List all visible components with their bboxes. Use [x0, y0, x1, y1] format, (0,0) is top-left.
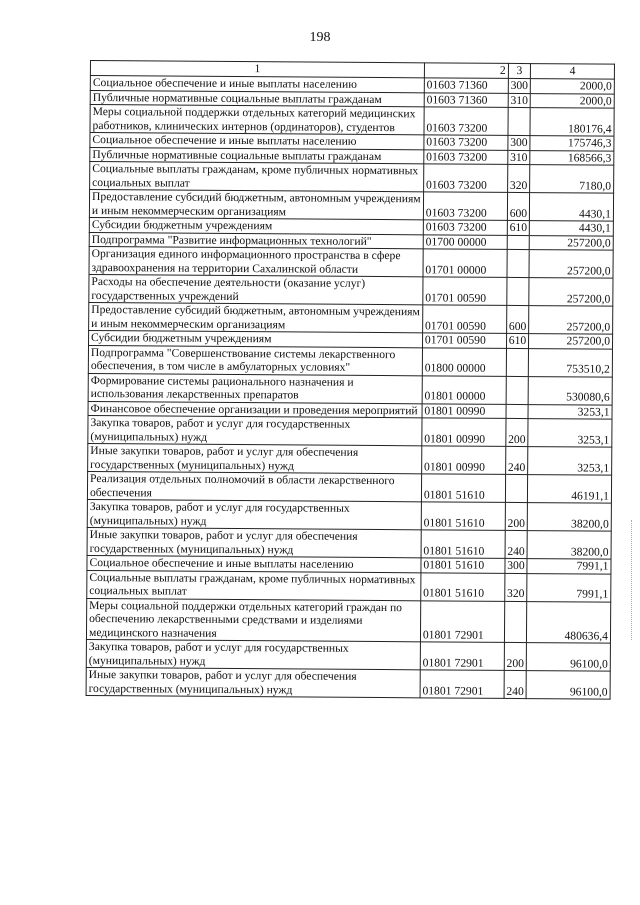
- row-expense-type-cell: [506, 348, 529, 376]
- row-name-cell: Иные закупки товаров, работ и услуг для обеспечения государственных (муниципальных) нужд: [86, 667, 420, 697]
- row-name-cell: Иные закупки товаров, работ и услуг для обеспечения государственных (муниципальных) нужд: [88, 443, 422, 473]
- row-amount-cell: 530080,6: [528, 376, 612, 405]
- row-code-cell: 01701 00000: [423, 249, 507, 278]
- row-code-cell: 01801 00990: [422, 403, 506, 418]
- row-amount-cell: 257200,0: [529, 250, 613, 279]
- row-name-cell: Предоставление субсидий бюджетным, автономным учреждениям и иным некоммерческим организациям: [89, 190, 423, 220]
- row-amount-cell: 3253,1: [528, 419, 612, 448]
- row-expense-type-cell: [507, 277, 530, 305]
- row-name-cell: Финансовое обеспечение организации и проведения мероприятий: [88, 401, 422, 418]
- row-amount-cell: 180176,4: [530, 108, 614, 137]
- row-code-cell: 01603 73200: [423, 220, 507, 235]
- table-row: [88, 373, 612, 405]
- row-expense-type-cell: [506, 376, 529, 404]
- row-amount-cell: 3253,1: [528, 447, 612, 476]
- row-amount-cell: 96100,0: [526, 643, 610, 672]
- row-code-cell: 01801 72901: [420, 670, 504, 699]
- row-code-cell: 01801 00990: [422, 418, 506, 447]
- row-code-cell: 01603 73200: [424, 135, 508, 150]
- row-code-cell: 01801 00990: [421, 446, 505, 475]
- row-name-cell: Формирование системы рационального назначения и использования лекарственных препаратов: [88, 373, 422, 403]
- table-row: [87, 570, 611, 602]
- row-expense-type-cell: [506, 404, 528, 419]
- header-col-4: 4: [531, 64, 615, 80]
- row-expense-type-cell: 310: [508, 150, 530, 165]
- row-amount-cell: 480636,4: [527, 601, 611, 643]
- row-name-cell: Социальные выплаты гражданам, кроме публичных нормативных социальных выплат: [87, 570, 421, 600]
- row-expense-type-cell: [507, 235, 529, 250]
- row-name-cell: Социальное обеспечение и иные выплаты населению: [90, 76, 424, 93]
- row-amount-cell: 4430,1: [529, 221, 613, 236]
- row-name-cell: Социальные выплаты гражданам, кроме публичных нормативных социальных выплат: [90, 162, 424, 192]
- row-expense-type-cell: 600: [507, 192, 530, 220]
- table-row: [88, 415, 612, 447]
- scan-margin-mark: [630, 520, 632, 640]
- table-row: [86, 598, 610, 643]
- row-amount-cell: 2000,0: [530, 93, 614, 108]
- row-name-cell: Предоставление субсидий бюджетным, автономным учреждениям и иным некоммерческим организациям: [89, 302, 423, 332]
- row-name-cell: Организация единого информационного пространства в сфере здравоохранения на территории Сахалинской области: [89, 246, 423, 276]
- table-row: [89, 274, 613, 306]
- table-row: [90, 105, 614, 137]
- row-name-cell: Подпрограмма "Развитие информационных технологий": [89, 232, 423, 249]
- row-amount-cell: 96100,0: [526, 671, 610, 700]
- row-amount-cell: 4430,1: [530, 193, 614, 222]
- header-col-2: 2: [424, 63, 508, 79]
- row-code-cell: 01603 73200: [423, 192, 507, 221]
- table-row: [88, 443, 612, 475]
- table-row: [88, 345, 612, 377]
- row-code-cell: 01801 00000: [422, 375, 506, 404]
- row-name-cell: Расходы на обеспечение деятельности (оказание услуг) государственных учреждений: [89, 274, 423, 304]
- row-expense-type-cell: [505, 474, 528, 502]
- row-code-cell: 01801 72901: [420, 600, 504, 642]
- table-row: [86, 667, 610, 699]
- row-amount-cell: 38200,0: [527, 531, 611, 560]
- header-col-3: 3: [508, 63, 530, 78]
- table-row: [89, 246, 613, 278]
- row-expense-type-cell: [504, 601, 527, 643]
- row-name-cell: Закупка товаров, работ и услуг для государственных (муниципальных) нужд: [88, 415, 422, 445]
- row-amount-cell: 175746,3: [530, 136, 614, 151]
- row-expense-type-cell: [507, 249, 530, 277]
- row-expense-type-cell: 610: [506, 333, 528, 348]
- row-name-cell: Реализация отдельных полномочий в области лекарственного обеспечения: [87, 471, 421, 501]
- row-expense-type-cell: 200: [505, 502, 528, 530]
- row-code-cell: 01701 00590: [422, 333, 506, 348]
- table-row: [89, 190, 613, 222]
- row-code-cell: 01603 71360: [424, 78, 508, 93]
- row-amount-cell: 2000,0: [530, 79, 614, 94]
- table-row: [86, 639, 610, 671]
- row-expense-type-cell: 240: [505, 530, 528, 558]
- table-row: [87, 471, 611, 503]
- row-code-cell: 01701 00590: [423, 277, 507, 306]
- row-amount-cell: 7991,1: [527, 573, 611, 602]
- row-amount-cell: 257200,0: [529, 334, 613, 349]
- row-amount-cell: 753510,2: [528, 348, 612, 377]
- table-row: [89, 302, 613, 334]
- row-expense-type-cell: 200: [506, 418, 529, 446]
- row-expense-type-cell: 300: [508, 78, 530, 93]
- row-code-cell: 01801 51610: [421, 572, 505, 601]
- row-name-cell: Социальное обеспечение и иные выплаты населению: [90, 133, 424, 150]
- budget-table: [86, 60, 615, 700]
- row-name-cell: Меры социальной поддержки отдельных категорий медицинских работников, клинических интернов (ординаторов), студентов: [90, 105, 424, 135]
- row-name-cell: Публичные нормативные социальные выплаты гражданам: [90, 90, 424, 107]
- row-name-cell: Закупка товаров, работ и услуг для государственных (муниципальных) нужд: [87, 499, 421, 529]
- table-row: [87, 527, 611, 559]
- table-row: [87, 499, 611, 531]
- row-expense-type-cell: 320: [507, 164, 530, 192]
- row-expense-type-cell: 240: [505, 446, 528, 474]
- row-code-cell: 01801 72901: [420, 642, 504, 671]
- row-amount-cell: 257200,0: [529, 306, 613, 335]
- row-name-cell: Субсидии бюджетным учреждениям: [89, 217, 423, 234]
- row-amount-cell: 7991,1: [527, 559, 611, 574]
- row-expense-type-cell: 320: [505, 573, 528, 601]
- row-name-cell: Меры социальной поддержки отдельных категорий граждан по обеспечению лекарственными средствами и изделиями медицинского назначения: [86, 598, 420, 642]
- row-amount-cell: 257200,0: [529, 278, 613, 307]
- page-number: 198: [309, 30, 331, 45]
- table-row: [90, 162, 614, 194]
- row-name-cell: Социальное обеспечение и иные выплаты населению: [87, 555, 421, 572]
- row-code-cell: 01700 00000: [423, 234, 507, 249]
- row-amount-cell: 46191,1: [528, 475, 612, 504]
- row-name-cell: Подпрограмма "Совершенствование системы лекарственного обеспечения, в том числе в амбулаторных условиях": [88, 345, 422, 375]
- row-code-cell: 01801 51610: [421, 558, 505, 573]
- row-expense-type-cell: [508, 107, 531, 135]
- row-amount-cell: 3253,1: [528, 404, 612, 419]
- row-amount-cell: 7180,0: [530, 165, 614, 194]
- row-amount-cell: 168566,3: [530, 150, 614, 165]
- row-code-cell: 01603 73200: [424, 107, 508, 136]
- row-expense-type-cell: 300: [508, 135, 530, 150]
- header-col-1: 1: [90, 61, 424, 78]
- row-code-cell: 01801 51610: [421, 530, 505, 559]
- row-name-cell: Иные закупки товаров, работ и услуг для обеспечения государственных (муниципальных) нужд: [87, 527, 421, 557]
- row-expense-type-cell: 610: [507, 220, 529, 235]
- row-code-cell: 01603 73200: [424, 149, 508, 164]
- row-amount-cell: 257200,0: [529, 235, 613, 250]
- row-code-cell: 01800 00000: [422, 347, 506, 376]
- row-amount-cell: 38200,0: [527, 503, 611, 532]
- row-code-cell: 01701 00590: [422, 305, 506, 334]
- row-code-cell: 01801 51610: [421, 474, 505, 503]
- row-expense-type-cell: 600: [506, 305, 529, 333]
- row-name-cell: Публичные нормативные социальные выплаты гражданам: [90, 147, 424, 164]
- row-expense-type-cell: 310: [508, 93, 530, 108]
- row-expense-type-cell: 300: [505, 558, 527, 573]
- row-expense-type-cell: 240: [504, 670, 527, 698]
- row-expense-type-cell: 200: [504, 642, 527, 670]
- row-code-cell: 01603 73200: [423, 164, 507, 193]
- row-code-cell: 01603 71360: [424, 92, 508, 107]
- row-code-cell: 01801 51610: [421, 502, 505, 531]
- row-name-cell: Субсидии бюджетным учреждениям: [89, 330, 423, 347]
- row-name-cell: Закупка товаров, работ и услуг для государственных (муниципальных) нужд: [86, 639, 420, 669]
